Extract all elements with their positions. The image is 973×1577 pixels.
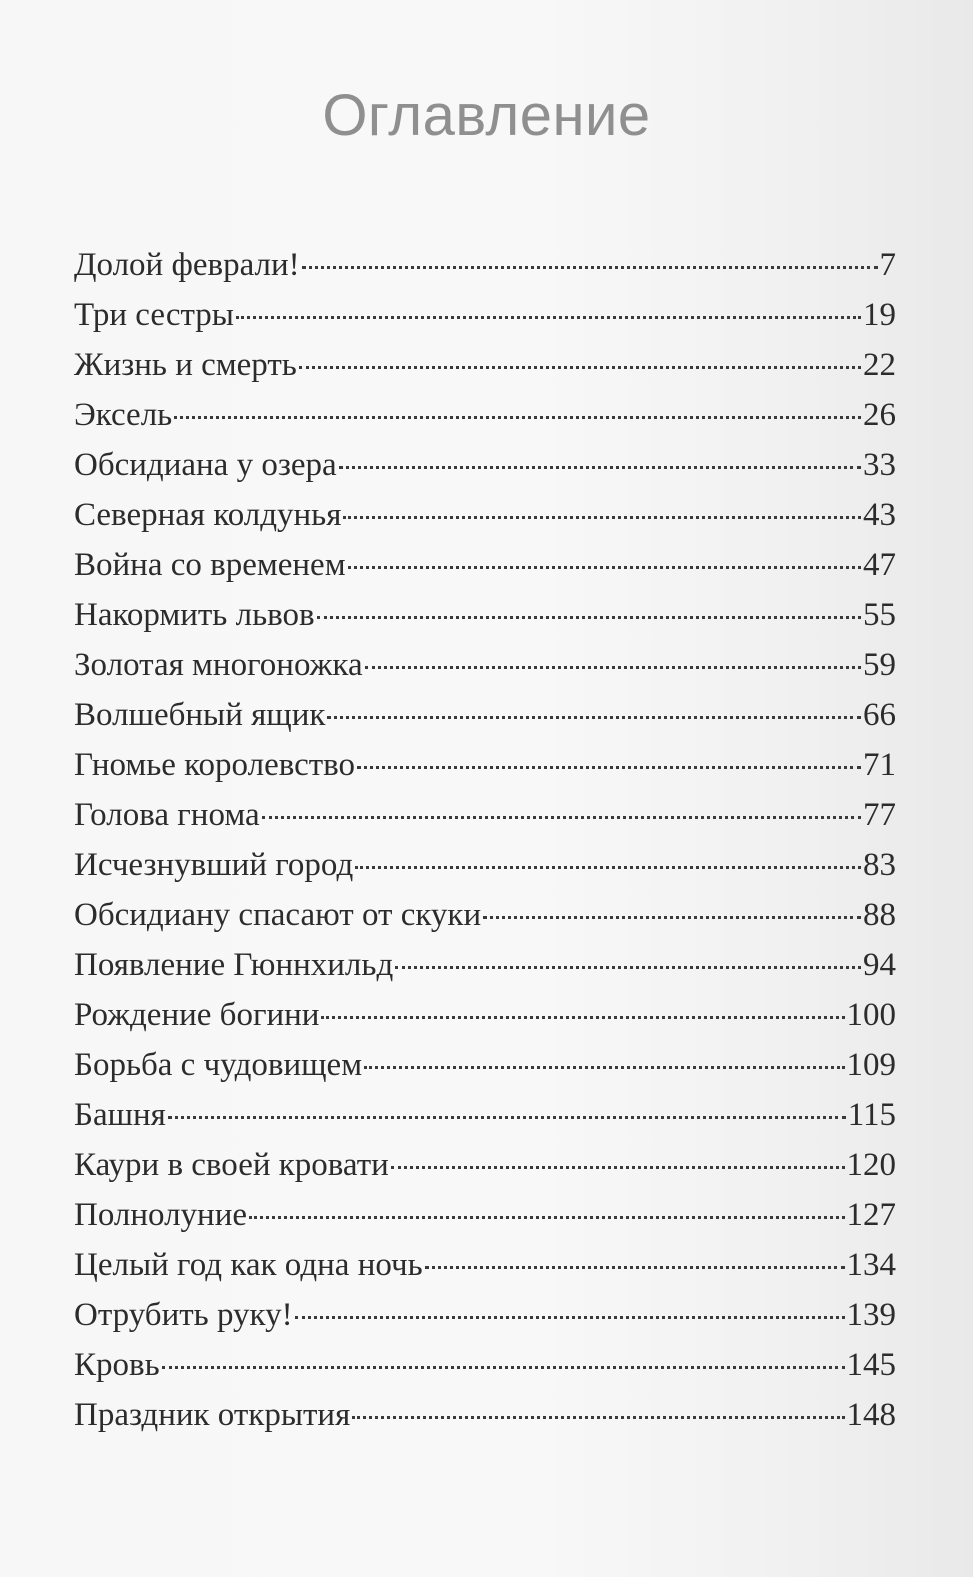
- toc-page-number: 7: [879, 247, 896, 283]
- toc-page-number: 59: [863, 647, 896, 683]
- toc-entry-title: Появление Гюннхильд: [74, 947, 394, 983]
- toc-page-number: 47: [863, 547, 896, 583]
- toc-page-number: 66: [863, 697, 896, 733]
- toc-entry-title: Голова гнома: [74, 797, 260, 833]
- toc-entry-title: Золотая многоножка: [74, 647, 363, 683]
- toc-page-number: 33: [863, 447, 896, 483]
- toc-page-number: 55: [863, 597, 896, 633]
- toc-entry: [74, 490, 896, 540]
- toc-entry: [74, 1340, 896, 1390]
- dot-leader: [317, 616, 861, 619]
- toc-page-number: 19: [863, 297, 896, 333]
- toc-entry: [74, 540, 896, 590]
- toc-page-number: 22: [863, 347, 896, 383]
- dot-leader: [168, 1116, 846, 1119]
- dot-leader: [249, 1216, 844, 1219]
- dot-leader: [299, 366, 861, 369]
- toc-entry: [74, 390, 896, 440]
- toc-page-number: 100: [846, 997, 896, 1033]
- toc-entry-title: Целый год как одна ночь: [74, 1247, 423, 1283]
- toc-page-number: 120: [846, 1147, 896, 1183]
- toc-entry: [74, 740, 896, 790]
- toc-entry-title: Каури в своей кровати: [74, 1147, 389, 1183]
- toc-entry-title: Волшебный ящик: [74, 697, 326, 733]
- toc-entry: [74, 790, 896, 840]
- dot-leader: [174, 416, 861, 419]
- toc-page-number: 26: [863, 397, 896, 433]
- toc-page-number: 43: [863, 497, 896, 533]
- toc-entry-title: Эксель: [74, 397, 173, 433]
- dot-leader: [352, 1416, 844, 1419]
- toc-entry: [74, 1190, 896, 1240]
- toc-entry-title: Северная колдунья: [74, 497, 342, 533]
- toc-page-number: 109: [846, 1047, 896, 1083]
- dot-leader: [391, 1166, 845, 1169]
- toc-entry-title: Обсидиана у озера: [74, 447, 337, 483]
- toc-page-number: 139: [846, 1297, 896, 1333]
- toc-entry: [74, 1090, 896, 1140]
- dot-leader: [302, 266, 878, 269]
- dot-leader: [295, 1316, 845, 1319]
- dot-leader: [162, 1366, 845, 1369]
- toc-entry-title: Долой феврали!: [74, 247, 300, 283]
- dot-leader: [262, 816, 861, 819]
- toc-entry-title: Кровь: [74, 1347, 160, 1383]
- toc-entry: [74, 1290, 896, 1340]
- toc-page-number: 83: [863, 847, 896, 883]
- toc-entry: [74, 840, 896, 890]
- toc-entry-title: Гномье королевство: [74, 747, 356, 783]
- toc-entry: [74, 890, 896, 940]
- toc-list: [74, 240, 896, 1440]
- dot-leader: [348, 566, 861, 569]
- toc-entry-title: Накормить львов: [74, 597, 315, 633]
- dot-leader: [357, 766, 861, 769]
- toc-page-number: 127: [846, 1197, 896, 1233]
- toc-entry: [74, 640, 896, 690]
- toc-entry-title: Полнолуние: [74, 1197, 248, 1233]
- toc-page-number: 88: [863, 897, 896, 933]
- toc-entry-title: Исчезнувший город: [74, 847, 354, 883]
- toc-page-number: 148: [846, 1397, 896, 1433]
- toc-entry: [74, 990, 896, 1040]
- toc-entry-title: Война со временем: [74, 547, 346, 583]
- toc-entry-title: Жизнь и смерть: [74, 347, 297, 383]
- dot-leader: [365, 666, 861, 669]
- toc-entry: [74, 240, 896, 290]
- toc-entry-title: Обсидиану спасают от скуки: [74, 897, 482, 933]
- toc-entry: [74, 1390, 896, 1440]
- toc-page-number: 94: [863, 947, 896, 983]
- toc-page-number: 77: [863, 797, 896, 833]
- toc-entry: [74, 290, 896, 340]
- dot-leader: [327, 716, 861, 719]
- dot-leader: [236, 316, 861, 319]
- toc-entry-title: Праздник открытия: [74, 1397, 351, 1433]
- toc-entry-title: Три сестры: [74, 297, 234, 333]
- toc-entry: [74, 1040, 896, 1090]
- toc-entry-title: Отрубить руку!: [74, 1297, 293, 1333]
- toc-entry: [74, 940, 896, 990]
- dot-leader: [483, 916, 861, 919]
- dot-leader: [425, 1266, 845, 1269]
- dot-leader: [395, 966, 861, 969]
- toc-entry: [74, 340, 896, 390]
- dot-leader: [343, 516, 861, 519]
- dot-leader: [364, 1066, 844, 1069]
- toc-entry: [74, 1240, 896, 1290]
- dot-leader: [321, 1016, 844, 1019]
- toc-entry: [74, 440, 896, 490]
- dot-leader: [339, 466, 861, 469]
- toc-page-number: 134: [846, 1247, 896, 1283]
- toc-page-number: 145: [846, 1347, 896, 1383]
- toc-entry-title: Борьба с чудовищем: [74, 1047, 363, 1083]
- toc-entry: [74, 690, 896, 740]
- toc-entry: [74, 1140, 896, 1190]
- toc-entry-title: Рождение богини: [74, 997, 320, 1033]
- toc-heading: Оглавление: [322, 83, 651, 148]
- toc-entry-title: Башня: [74, 1097, 166, 1133]
- dot-leader: [355, 866, 861, 869]
- toc-page-number: 115: [847, 1097, 896, 1133]
- toc-page-number: 71: [863, 747, 896, 783]
- toc-entry: [74, 590, 896, 640]
